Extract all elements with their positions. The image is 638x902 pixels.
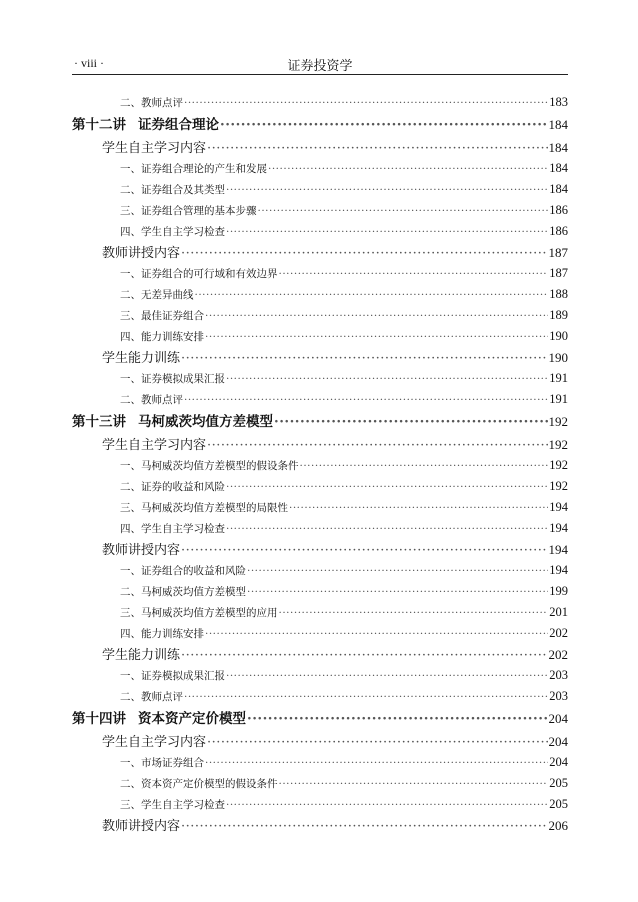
toc-page-number: 189 xyxy=(549,308,568,322)
toc-entry-label xyxy=(120,666,225,686)
toc-entry-title: 一、证券组合的收益和风险 xyxy=(120,565,246,577)
toc-entry-label xyxy=(120,93,183,113)
toc-entry-title: 三、学生自主学习检查 xyxy=(120,799,225,811)
toc-chapter-entry xyxy=(72,707,568,731)
toc-entry-title: 马柯威茨均值方差模型 xyxy=(138,414,273,430)
toc-leader-dots xyxy=(226,795,548,815)
toc-entry-label xyxy=(102,732,206,752)
toc-page-number: 183 xyxy=(549,95,568,109)
toc-page-number: 184 xyxy=(548,140,568,155)
toc-page-number: 202 xyxy=(548,647,568,662)
toc-subsection-entry xyxy=(72,200,568,221)
toc-leader-dots xyxy=(247,582,548,602)
toc-page-number: 190 xyxy=(548,350,568,365)
toc-leader-dots xyxy=(184,687,548,707)
toc-entry-label xyxy=(72,113,219,137)
toc-entry-title: 一、市场证券组合 xyxy=(120,757,204,769)
toc-section-entry xyxy=(72,815,568,836)
toc-subsection-entry xyxy=(72,623,568,644)
toc-entry-label xyxy=(120,306,204,326)
toc-subsection-entry xyxy=(72,92,568,113)
toc-leader-dots xyxy=(184,93,548,113)
toc-leader-dots xyxy=(226,519,548,539)
toc-chapter-number: 第十二讲 xyxy=(72,117,126,133)
toc-leader-dots xyxy=(205,306,548,326)
toc-entry-title: 证券组合理论 xyxy=(138,117,219,133)
toc-subsection-entry xyxy=(72,221,568,242)
toc-leader-dots xyxy=(279,264,549,284)
toc-page-number: 194 xyxy=(548,542,568,557)
toc-subsection-entry xyxy=(72,305,568,326)
toc-chapter-number: 第十四讲 xyxy=(72,711,126,727)
toc-entry-label xyxy=(120,159,267,179)
toc-page-number: 191 xyxy=(549,392,568,406)
toc-leader-dots xyxy=(226,180,548,200)
toc-entry-title: 一、证券模拟成果汇报 xyxy=(120,373,225,385)
toc-entry-label xyxy=(120,180,225,200)
running-header xyxy=(72,54,568,75)
toc-leader-dots xyxy=(181,243,547,263)
toc-page-number: 184 xyxy=(549,161,568,175)
toc-entry-label xyxy=(120,795,225,815)
toc-entry-label xyxy=(120,582,246,602)
toc-entry-title: 学生自主学习内容 xyxy=(102,141,207,156)
toc-subsection-entry xyxy=(72,389,568,410)
toc-entry-title: 教师讲授内容 xyxy=(102,819,181,834)
toc-entry-title: 二、教师点评 xyxy=(120,394,183,406)
toc-page-number: 186 xyxy=(549,203,568,217)
toc-entry-title: 学生自主学习内容 xyxy=(102,735,207,750)
toc-subsection-entry xyxy=(72,179,568,200)
toc-entry-label xyxy=(102,138,206,158)
toc-entry-label xyxy=(120,477,225,497)
toc-subsection-entry xyxy=(72,368,568,389)
toc-entry-label xyxy=(120,327,204,347)
toc-entry-label xyxy=(120,201,257,221)
toc-page-number: 204 xyxy=(548,711,568,726)
toc-leader-dots xyxy=(220,113,548,137)
toc-entry-title: 教师讲授内容 xyxy=(102,543,181,558)
toc-leader-dots xyxy=(279,774,549,794)
toc-leader-dots xyxy=(279,603,549,623)
toc-entry-label xyxy=(120,264,278,284)
toc-leader-dots xyxy=(207,435,547,455)
toc-leader-dots xyxy=(258,201,549,221)
toc-section-entry xyxy=(72,539,568,560)
toc-entry-label xyxy=(102,816,180,836)
toc-page-number: 187 xyxy=(549,266,568,280)
toc-entry-label xyxy=(120,285,194,305)
toc-entry-label xyxy=(102,540,180,560)
toc-page-number: 191 xyxy=(549,371,568,385)
toc-entry-label xyxy=(72,410,273,434)
toc-leader-dots xyxy=(195,285,549,305)
toc-subsection-entry xyxy=(72,560,568,581)
toc-entry-label xyxy=(120,603,278,623)
toc-leader-dots xyxy=(226,666,548,686)
toc-entry-label xyxy=(120,753,204,773)
toc-leader-dots xyxy=(247,561,548,581)
toc-entry-title: 一、马柯威茨均值方差模型的假设条件 xyxy=(120,460,299,472)
toc-leader-dots xyxy=(205,327,548,347)
toc-entry-label xyxy=(120,390,183,410)
toc-page-number: 184 xyxy=(548,117,568,132)
toc-entry-title: 二、教师点评 xyxy=(120,691,183,703)
toc-entry-title: 三、马柯威茨均值方差模型的局限性 xyxy=(120,502,288,514)
toc-leader-dots xyxy=(300,456,549,476)
toc-entry-title: 学生能力训练 xyxy=(102,648,181,663)
toc-leader-dots xyxy=(207,732,547,752)
toc-page-number: 192 xyxy=(548,414,568,429)
toc-entry-title: 一、证券组合理论的产生和发展 xyxy=(120,163,267,175)
toc-entry-label xyxy=(120,369,225,389)
toc-page-number: 188 xyxy=(549,287,568,301)
toc-section-entry xyxy=(72,137,568,158)
toc-leader-dots xyxy=(226,222,548,242)
toc-subsection-entry xyxy=(72,476,568,497)
toc-entry-title: 三、最佳证券组合 xyxy=(120,310,204,322)
toc-subsection-entry xyxy=(72,497,568,518)
toc-entry-label xyxy=(120,774,278,794)
toc-entry-label xyxy=(102,645,180,665)
toc-page-number: 202 xyxy=(549,626,568,640)
toc-subsection-entry xyxy=(72,602,568,623)
toc-page-number: 201 xyxy=(549,605,568,619)
toc-leader-dots xyxy=(181,348,547,368)
toc-page-number: 204 xyxy=(548,734,568,749)
toc-entry-title: 学生自主学习内容 xyxy=(102,438,207,453)
toc-chapter-number: 第十三讲 xyxy=(72,414,126,430)
toc-subsection-entry xyxy=(72,455,568,476)
toc-subsection-entry xyxy=(72,581,568,602)
toc-page-number: 192 xyxy=(548,437,568,452)
toc-subsection-entry xyxy=(72,794,568,815)
toc-leader-dots xyxy=(247,707,548,731)
toc-entry-title: 三、马柯威茨均值方差模型的应用 xyxy=(120,607,278,619)
toc-leader-dots xyxy=(205,624,548,644)
toc-subsection-entry xyxy=(72,773,568,794)
toc-entry-title: 教师讲授内容 xyxy=(102,246,181,261)
toc-entry-title: 学生能力训练 xyxy=(102,351,181,366)
toc-leader-dots xyxy=(289,498,548,518)
toc-leader-dots xyxy=(268,159,548,179)
toc-entry-title: 二、马柯威茨均值方差模型 xyxy=(120,586,246,598)
header-page-number: · viii · xyxy=(74,56,104,70)
toc-page-number: 203 xyxy=(549,668,568,682)
toc-page-number: 205 xyxy=(549,797,568,811)
toc-section-entry xyxy=(72,242,568,263)
toc-entry-title: 四、能力训练安排 xyxy=(120,331,204,343)
toc-page-number: 194 xyxy=(549,521,568,535)
toc-page-number: 186 xyxy=(549,224,568,238)
toc-page-number: 204 xyxy=(549,755,568,769)
toc-section-entry xyxy=(72,347,568,368)
toc-page-number: 206 xyxy=(548,818,568,833)
toc-leader-dots xyxy=(181,816,547,836)
toc-leader-dots xyxy=(205,753,548,773)
toc-leader-dots xyxy=(181,645,547,665)
toc-entry-label xyxy=(102,435,206,455)
toc-section-entry xyxy=(72,644,568,665)
toc-entry-title: 资本资产定价模型 xyxy=(138,711,246,727)
toc-entry-title: 一、证券模拟成果汇报 xyxy=(120,670,225,682)
toc-page-number: 194 xyxy=(549,563,568,577)
toc-chapter-entry xyxy=(72,410,568,434)
toc-entry-title: 二、资本资产定价模型的假设条件 xyxy=(120,778,278,790)
toc-page-number: 184 xyxy=(549,182,568,196)
toc-entry-title: 三、证券组合管理的基本步骤 xyxy=(120,205,257,217)
toc-entry-title: 一、证券组合的可行域和有效边界 xyxy=(120,268,278,280)
toc-section-entry xyxy=(72,731,568,752)
toc-chapter-entry xyxy=(72,113,568,137)
toc-page-number: 203 xyxy=(549,689,568,703)
toc-entry-title: 二、教师点评 xyxy=(120,97,183,109)
toc-entry-label xyxy=(120,519,225,539)
toc-entry-title: 四、学生自主学习检查 xyxy=(120,226,225,238)
toc-leader-dots xyxy=(226,477,548,497)
toc-page-number: 205 xyxy=(549,776,568,790)
toc-entry-label xyxy=(120,498,288,518)
toc-subsection-entry xyxy=(72,326,568,347)
toc-page-number: 194 xyxy=(549,500,568,514)
toc-leader-dots xyxy=(274,410,548,434)
toc-page-number: 192 xyxy=(549,458,568,472)
toc-section-entry xyxy=(72,434,568,455)
toc-entry-label xyxy=(72,707,246,731)
toc-subsection-entry xyxy=(72,686,568,707)
toc-entry-title: 四、能力训练安排 xyxy=(120,628,204,640)
toc-page-number: 192 xyxy=(549,479,568,493)
toc-entry-label xyxy=(120,456,299,476)
toc-entry-label xyxy=(102,348,180,368)
toc-leader-dots xyxy=(207,138,547,158)
toc-entry-title: 二、证券的收益和风险 xyxy=(120,481,225,493)
toc-subsection-entry xyxy=(72,263,568,284)
table-of-contents xyxy=(72,92,568,836)
toc-entry-title: 四、学生自主学习检查 xyxy=(120,523,225,535)
toc-page-number: 187 xyxy=(548,245,568,260)
header-book-title: 证券投资学 xyxy=(287,59,353,74)
toc-subsection-entry xyxy=(72,665,568,686)
toc-subsection-entry xyxy=(72,284,568,305)
toc-leader-dots xyxy=(181,540,547,560)
toc-entry-label xyxy=(120,561,246,581)
toc-entry-label xyxy=(120,687,183,707)
toc-page-number: 199 xyxy=(549,584,568,598)
toc-entry-title: 二、无差异曲线 xyxy=(120,289,194,301)
toc-subsection-entry xyxy=(72,752,568,773)
toc-leader-dots xyxy=(184,390,548,410)
toc-page-number: 190 xyxy=(549,329,568,343)
toc-subsection-entry xyxy=(72,518,568,539)
toc-entry-title: 二、证券组合及其类型 xyxy=(120,184,225,196)
toc-entry-label xyxy=(120,222,225,242)
toc-leader-dots xyxy=(226,369,548,389)
toc-entry-label xyxy=(120,624,204,644)
toc-subsection-entry xyxy=(72,158,568,179)
toc-entry-label xyxy=(102,243,180,263)
